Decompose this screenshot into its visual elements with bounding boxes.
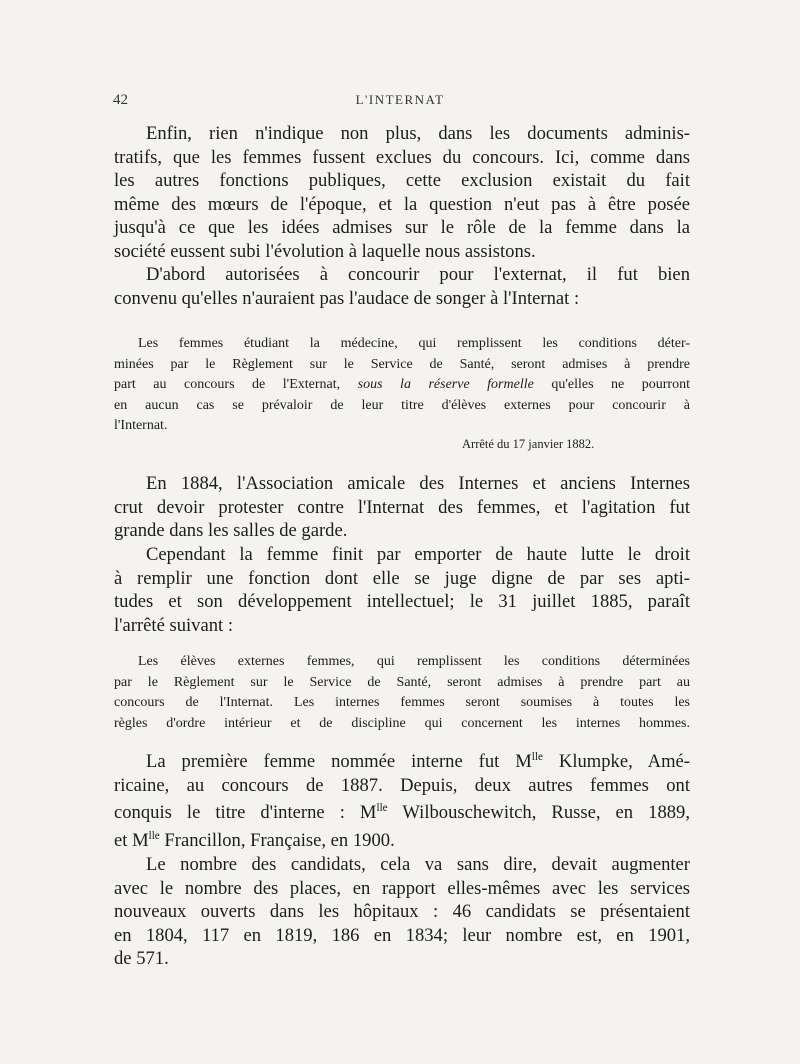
superscript: lle	[531, 751, 543, 763]
text-line: jusqu'à ce que les idées admises sur le rôle de la femme dans la	[114, 217, 690, 238]
quote-line: Les élèves externes femmes, qui remplissent les conditions déterminées	[138, 654, 690, 669]
text-line: Enfin, rien n'indique non plus, dans les documents adminis-	[146, 123, 690, 144]
decree-quote-1885	[114, 652, 690, 734]
text-line	[114, 825, 690, 853]
superscript: lle	[376, 802, 388, 815]
quote-line: règles d'ordre intérieur et de discipline qui concernent les internes hommes.	[114, 715, 690, 731]
paragraph-3	[114, 472, 690, 543]
text-segment: La première femme nommée interne fut M	[146, 751, 532, 773]
text-line: ricaine, au concours de 1887. Depuis, deux autres femmes ont	[114, 774, 690, 796]
text-segment: Wilbouschewitch, Russe, en 1889,	[387, 802, 690, 824]
text-line: les autres fonctions publiques, cette exclusion existait du fait	[114, 170, 690, 191]
text-segment: conquis le titre d'interne : M	[114, 802, 377, 824]
quote-line: l'Internat.	[114, 418, 168, 433]
text-line: en 1804, 117 en 1819, 186 en 1834; leur nombre est, en 1901,	[114, 924, 690, 946]
paragraph-2	[114, 263, 690, 310]
text-line	[114, 746, 690, 774]
text-line	[114, 797, 690, 825]
text-line: même des mœurs de l'époque, et la question n'eut pas à être posée	[114, 193, 690, 215]
text-line: l'arrêté suivant :	[114, 614, 233, 636]
quote-line: minées par le Règlement sur le Service de Santé, seront admises à prendre	[114, 356, 690, 372]
quote-line: par le Règlement sur le Service de Santé, seront admises à prendre part au	[114, 674, 690, 690]
paragraph-6	[114, 853, 690, 971]
text-segment: Klumpke, Amé-	[542, 751, 690, 773]
decree-quote-1882	[114, 334, 690, 437]
quote-line: Les femmes étudiant la médecine, qui remplissent les conditions déter-	[138, 336, 690, 351]
text-line: tudes et son développement intellectuel; le 31 juillet 1885, paraît	[114, 591, 690, 612]
page-number: 42	[113, 92, 128, 108]
quote-emphasis: sous la réserve formelle	[357, 377, 534, 392]
superscript: lle	[148, 829, 160, 842]
text-line: nouveaux ouverts dans les hôpitaux : 46 candidats se présentaient	[114, 901, 690, 922]
text-line: D'abord autorisées à concourir pour l'externat, il fut bien	[146, 264, 690, 285]
paragraph-5	[114, 746, 690, 853]
quote-line: en aucun cas se prévaloir de leur titre d'élèves externes pour concourir à	[114, 397, 690, 413]
text-line: à remplir une fonction dont elle se juge digne de par ses apti-	[114, 567, 690, 589]
quote-line: concours de l'Internat. Les internes femmes seront soumises à toutes les	[114, 695, 690, 710]
text-line: avec le nombre des places, en rapport elles-mêmes avec les services	[114, 877, 690, 899]
text-line: crut devoir protester contre l'Internat des femmes, et l'agitation fut	[114, 496, 690, 518]
text-line: de 571.	[114, 948, 169, 969]
text-line: convenu qu'elles n'auraient pas l'audace de songer à l'Internat :	[114, 287, 580, 309]
quote-text: part au concours de l'Externat,	[114, 377, 358, 392]
text-segment: et M	[114, 830, 149, 852]
paragraph-1	[114, 122, 690, 263]
quote-line	[114, 375, 690, 396]
decree-attribution: Arrêté du 17 janvier 1882.	[462, 437, 595, 451]
text-line: En 1884, l'Association amicale des Internes et anciens Internes	[146, 473, 690, 494]
text-line: grande dans les salles de garde.	[114, 520, 348, 541]
text-line: Le nombre des candidats, cela va sans dire, devait augmenter	[146, 854, 690, 875]
text-segment: Francillon, Française, en 1900.	[159, 830, 395, 852]
text-line: société eussent subi l'évolution à laquelle nous assistons.	[114, 240, 536, 262]
quote-text: qu'elles ne pourront	[533, 377, 690, 392]
running-title: L'INTERNAT	[355, 92, 445, 107]
text-line: tratifs, que les femmes fussent exclues du concours. Ici, comme dans	[114, 146, 690, 168]
text-line: Cependant la femme finit par emporter de haute lutte le droit	[146, 544, 690, 565]
paragraph-4	[114, 543, 690, 637]
